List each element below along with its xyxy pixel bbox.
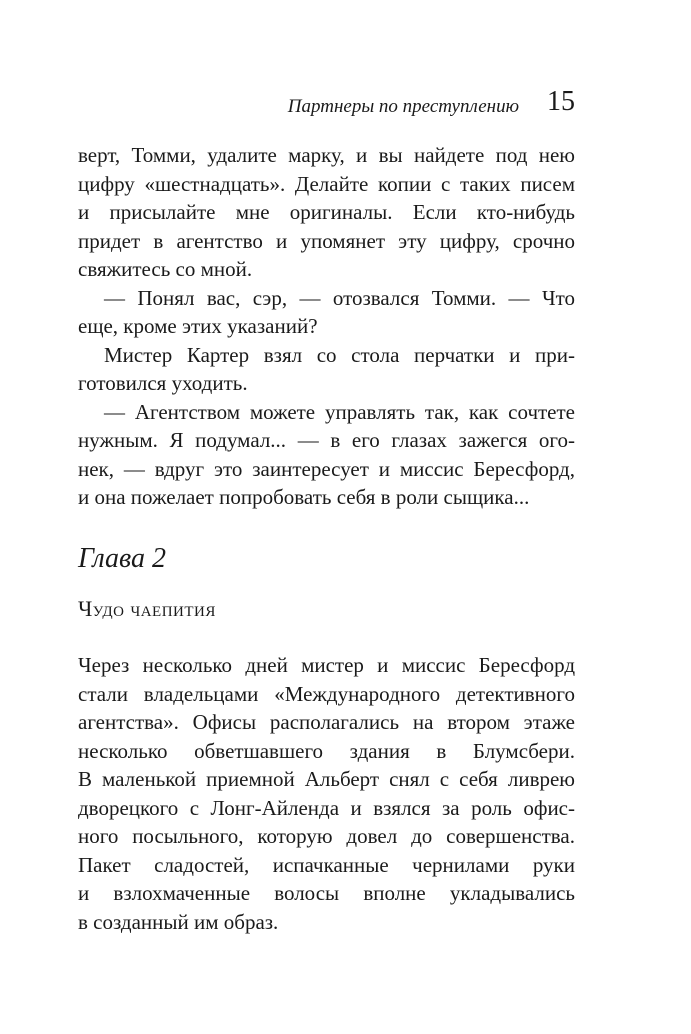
- text-line: и взлохмаченные волосы вполне укладывались: [78, 881, 575, 905]
- text-line: В маленькой приемной Альберт снял с себя ливрею: [78, 767, 575, 791]
- text-line: цифру «шестнадцать». Делайте копии с таких писем: [78, 171, 575, 196]
- text-line: стали владельцами «Международного детективного: [78, 681, 575, 706]
- text-line: еще, кроме этих указаний?: [78, 314, 318, 338]
- text-line: в созданный им образ.: [78, 909, 279, 934]
- text-block-chapter: [78, 651, 575, 936]
- text-line: верт, Томми, удалите марку, и вы найдете под нею: [78, 143, 575, 167]
- text-line: ного посыльного, которую довел до совершенства.: [78, 824, 575, 848]
- text-line: агентства». Офисы располагались на втором этаже: [78, 710, 575, 734]
- text-line: несколько обветшавшего здания в Блумсбери.: [78, 738, 575, 763]
- text-line: свяжитесь со мной.: [78, 257, 253, 281]
- page-header: [78, 86, 575, 126]
- text-line: и она пожелает попробовать себя в роли сыщика...: [78, 485, 530, 509]
- text-line: готовился уходить.: [78, 371, 248, 395]
- text-line: придет в агентство и упомянет эту цифру, срочно: [78, 228, 575, 253]
- text-line: Пакет сладостей, испачканные чернилами руки: [78, 852, 575, 877]
- text-line: нужным. Я подумал... — в его глазах зажегся ого-: [78, 428, 575, 452]
- text-line: Через несколько дней мистер и миссис Бересфорд: [78, 653, 575, 677]
- running-title: Партнеры по преступлению: [287, 96, 519, 117]
- text-line: Мистер Картер взял со стола перчатки и при-: [104, 342, 575, 367]
- text-block-continued: [78, 141, 575, 512]
- text-line: нек, — вдруг это заинтересует и миссис Бересфорд,: [78, 456, 575, 481]
- chapter-title: Чудо чаепития: [78, 596, 216, 621]
- text-line: — Понял вас, сэр, — отозвался Томми. — Что: [104, 285, 575, 310]
- text-line: и присылайте мне оригиналы. Если кто-нибудь: [78, 200, 575, 224]
- chapter-number: Глава 2: [78, 543, 166, 574]
- text-line: дворецкого с Лонг-Айленда и взялся за роль офис-: [78, 795, 575, 820]
- page-number: 15: [547, 86, 575, 117]
- text-line: — Агентством можете управлять так, как сочтете: [104, 399, 575, 424]
